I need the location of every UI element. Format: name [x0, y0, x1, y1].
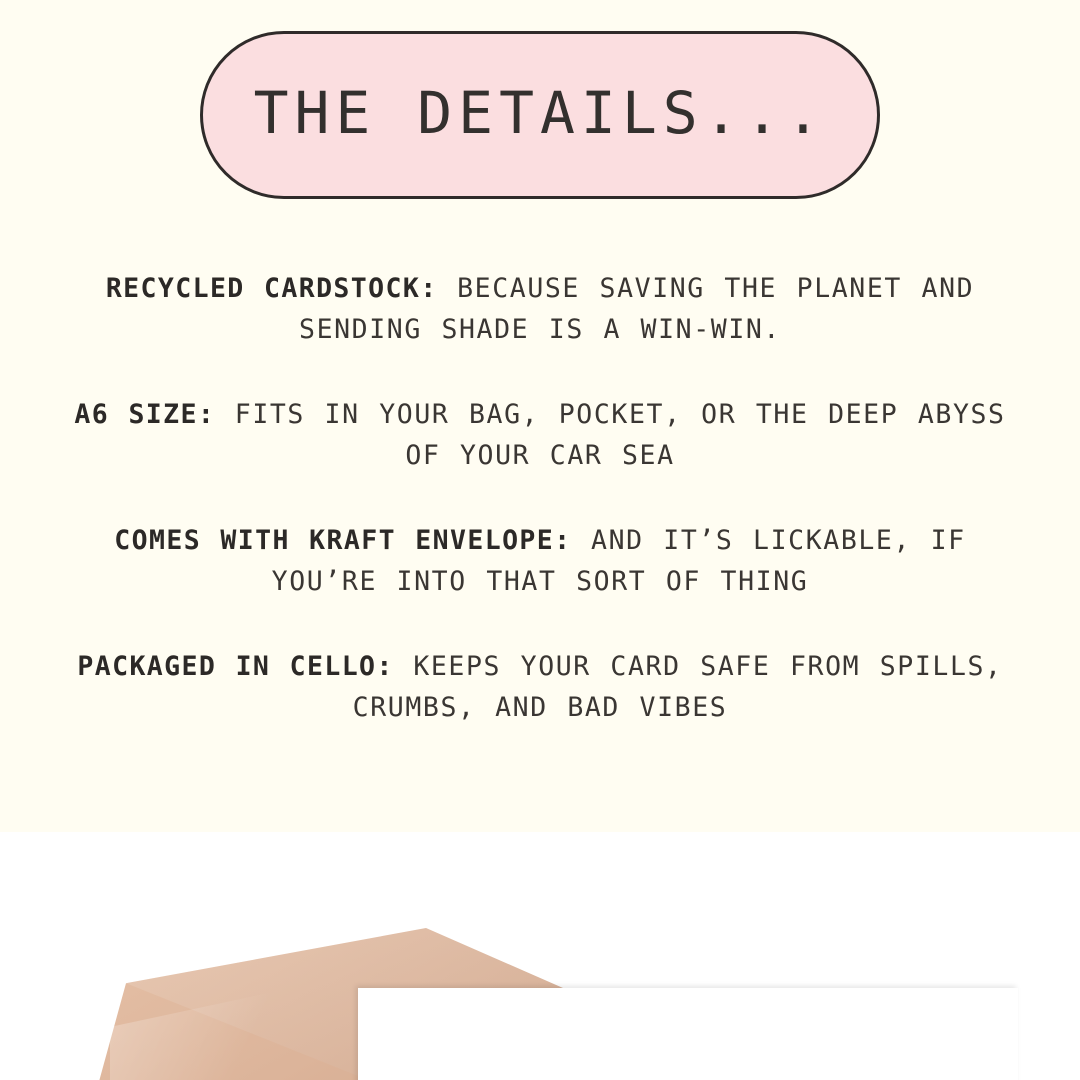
title-pill	[200, 31, 880, 199]
product-photo	[0, 832, 1080, 1080]
detail-label: RECYCLED CARDSTOCK:	[105, 273, 438, 304]
list-item	[60, 394, 1020, 476]
detail-text: KEEPS YOUR CARD SAFE FROM SPILLS, CRUMBS, AND BAD VIBES	[352, 651, 1003, 723]
header-section	[0, 0, 1080, 230]
greeting-card	[358, 988, 1018, 1080]
detail-text: BECAUSE SAVING THE PLANET AND SENDING SHADE IS A WIN-WIN.	[299, 273, 975, 345]
detail-label: PACKAGED IN CELLO:	[77, 651, 394, 682]
list-item	[60, 268, 1020, 350]
detail-label: COMES WITH KRAFT ENVELOPE:	[114, 525, 572, 556]
detail-text: FITS IN YOUR BAG, POCKET, OR THE DEEP ABYSS OF YOUR CAR SEA	[215, 399, 1006, 471]
page-title: THE DETAILS...	[253, 79, 827, 147]
list-item	[60, 520, 1020, 602]
detail-text: AND IT’S LICKABLE, IF YOU’RE INTO THAT SORT OF THING	[271, 525, 966, 597]
list-item	[60, 646, 1020, 728]
detail-label: A6 SIZE:	[74, 399, 216, 430]
details-list	[0, 268, 1080, 728]
